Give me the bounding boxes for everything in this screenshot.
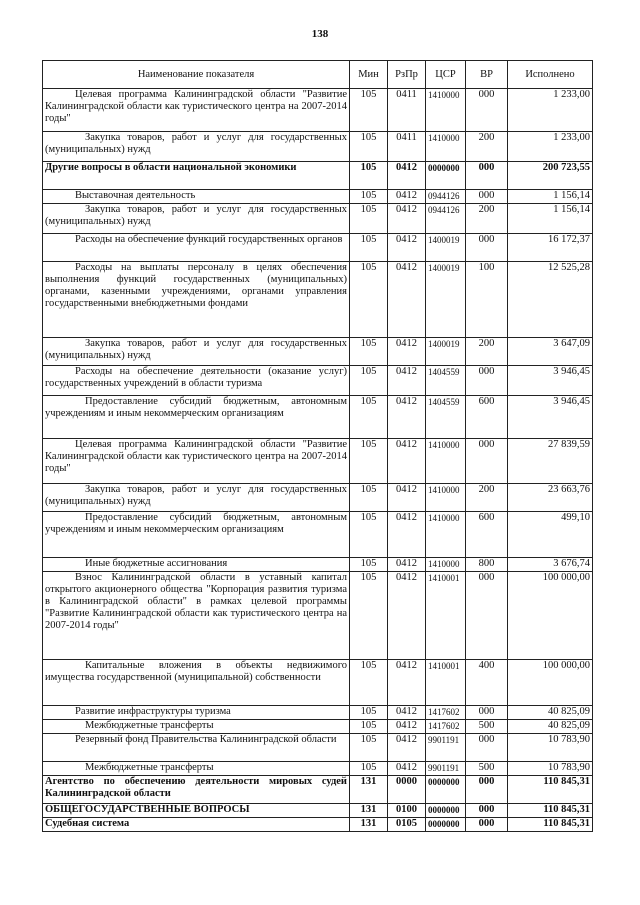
row-csr: 1410000	[426, 132, 466, 162]
row-csr: 1410000	[426, 558, 466, 572]
row-name: Взнос Калининградской области в уставный капитал открытого акционерного общества "Корпорация развития туризма в Калининградской области" в рамках целевой программы "Развитие Калининградской области как туристического центра на 2007-2014 годы"	[43, 572, 350, 660]
table-header-row	[43, 61, 593, 89]
row-min: 131	[350, 804, 388, 818]
row-min: 105	[350, 338, 388, 366]
table-row	[43, 89, 593, 132]
row-csr: 1417602	[426, 720, 466, 734]
table-row	[43, 396, 593, 439]
header-name: Наименование показателя	[43, 61, 350, 89]
row-min: 105	[350, 132, 388, 162]
table-row	[43, 162, 593, 190]
table-row	[43, 484, 593, 512]
row-csr: 1404559	[426, 396, 466, 439]
row-vr: 500	[466, 762, 508, 776]
row-vr: 100	[466, 262, 508, 338]
row-vr: 600	[466, 512, 508, 558]
row-min: 131	[350, 776, 388, 804]
table-row	[43, 132, 593, 162]
table-row	[43, 234, 593, 262]
row-rzpr: 0412	[388, 558, 426, 572]
row-csr: 1410001	[426, 660, 466, 706]
row-executed: 40 825,09	[508, 720, 593, 734]
row-csr: 0000000	[426, 804, 466, 818]
row-csr: 1400019	[426, 338, 466, 366]
row-min: 105	[350, 262, 388, 338]
row-executed: 27 839,59	[508, 439, 593, 484]
row-executed: 1 156,14	[508, 190, 593, 204]
row-vr: 000	[466, 234, 508, 262]
row-name: ОБЩЕГОСУДАРСТВЕННЫЕ ВОПРОСЫ	[43, 804, 350, 818]
table-row	[43, 776, 593, 804]
row-min: 105	[350, 734, 388, 762]
row-csr: 1410000	[426, 89, 466, 132]
row-vr: 000	[466, 439, 508, 484]
row-name: Развитие инфраструктуры туризма	[43, 706, 350, 720]
budget-table	[42, 60, 593, 832]
row-vr: 400	[466, 660, 508, 706]
row-min: 105	[350, 396, 388, 439]
row-rzpr: 0000	[388, 776, 426, 804]
row-name: Расходы на выплаты персоналу в целях обеспечения выполнения функций государственных (муниципальных) органами, казенными учреждениями, органами управления государственными внебюджетными фондами	[43, 262, 350, 338]
row-executed: 499,10	[508, 512, 593, 558]
row-executed: 100 000,00	[508, 660, 593, 706]
row-name: Закупка товаров, работ и услуг для государственных (муниципальных) нужд	[43, 338, 350, 366]
row-vr: 600	[466, 396, 508, 439]
page-number: 138	[311, 28, 329, 40]
row-csr: 1400019	[426, 234, 466, 262]
row-rzpr: 0412	[388, 162, 426, 190]
row-executed: 110 845,31	[508, 818, 593, 832]
row-name: Межбюджетные трансферты	[43, 762, 350, 776]
row-csr: 1410000	[426, 439, 466, 484]
row-executed: 1 233,00	[508, 132, 593, 162]
row-rzpr: 0412	[388, 366, 426, 396]
row-csr: 1410000	[426, 512, 466, 558]
table-row	[43, 366, 593, 396]
row-min: 105	[350, 720, 388, 734]
row-vr: 800	[466, 558, 508, 572]
row-executed: 40 825,09	[508, 706, 593, 720]
row-min: 105	[350, 660, 388, 706]
row-min: 105	[350, 484, 388, 512]
row-rzpr: 0412	[388, 262, 426, 338]
row-vr: 000	[466, 89, 508, 132]
table-row	[43, 190, 593, 204]
table-row	[43, 818, 593, 832]
row-rzpr: 0412	[388, 720, 426, 734]
row-executed: 10 783,90	[508, 762, 593, 776]
row-name: Закупка товаров, работ и услуг для государственных (муниципальных) нужд	[43, 132, 350, 162]
row-min: 105	[350, 234, 388, 262]
row-vr: 000	[466, 572, 508, 660]
header-executed: Исполнено	[508, 61, 593, 89]
row-rzpr: 0105	[388, 818, 426, 832]
row-name: Межбюджетные трансферты	[43, 720, 350, 734]
row-min: 105	[350, 762, 388, 776]
row-csr: 0000000	[426, 818, 466, 832]
row-executed: 1 233,00	[508, 89, 593, 132]
row-rzpr: 0412	[388, 660, 426, 706]
header-csr: ЦСР	[426, 61, 466, 89]
row-csr: 1404559	[426, 366, 466, 396]
row-csr: 1410000	[426, 484, 466, 512]
header-vr: ВР	[466, 61, 508, 89]
row-min: 105	[350, 512, 388, 558]
row-executed: 110 845,31	[508, 776, 593, 804]
table-row	[43, 734, 593, 762]
row-vr: 200	[466, 484, 508, 512]
row-rzpr: 0412	[388, 484, 426, 512]
row-min: 105	[350, 204, 388, 234]
row-name: Судебная система	[43, 818, 350, 832]
row-name: Расходы на обеспечение деятельности (оказание услуг) государственных учреждений в области туризма	[43, 366, 350, 396]
row-executed: 23 663,76	[508, 484, 593, 512]
row-rzpr: 0411	[388, 89, 426, 132]
table-row	[43, 439, 593, 484]
row-rzpr: 0412	[388, 190, 426, 204]
row-rzpr: 0412	[388, 512, 426, 558]
row-executed: 3 647,09	[508, 338, 593, 366]
row-rzpr: 0412	[388, 338, 426, 366]
row-vr: 500	[466, 720, 508, 734]
row-csr: 0944126	[426, 190, 466, 204]
row-csr: 9901191	[426, 734, 466, 762]
row-executed: 100 000,00	[508, 572, 593, 660]
row-executed: 200 723,55	[508, 162, 593, 190]
row-rzpr: 0412	[388, 234, 426, 262]
table-row	[43, 262, 593, 338]
row-rzpr: 0412	[388, 706, 426, 720]
row-executed: 16 172,37	[508, 234, 593, 262]
row-name: Агентство по обеспечению деятельности мировых судей Калининградской области	[43, 776, 350, 804]
row-rzpr: 0412	[388, 204, 426, 234]
row-executed: 1 156,14	[508, 204, 593, 234]
table-row	[43, 804, 593, 818]
row-csr: 0944126	[426, 204, 466, 234]
row-vr: 200	[466, 132, 508, 162]
table-row	[43, 762, 593, 776]
row-min: 105	[350, 706, 388, 720]
row-name: Выставочная деятельность	[43, 190, 350, 204]
row-csr: 0000000	[426, 776, 466, 804]
row-executed: 10 783,90	[508, 734, 593, 762]
row-rzpr: 0411	[388, 132, 426, 162]
row-executed: 110 845,31	[508, 804, 593, 818]
row-vr: 000	[466, 162, 508, 190]
row-min: 105	[350, 439, 388, 484]
row-rzpr: 0412	[388, 734, 426, 762]
row-min: 105	[350, 89, 388, 132]
table-row	[43, 204, 593, 234]
row-executed: 3 676,74	[508, 558, 593, 572]
row-min: 105	[350, 572, 388, 660]
row-name: Закупка товаров, работ и услуг для государственных (муниципальных) нужд	[43, 204, 350, 234]
row-vr: 200	[466, 204, 508, 234]
row-csr: 1410001	[426, 572, 466, 660]
row-name: Расходы на обеспечение функций государственных органов	[43, 234, 350, 262]
row-rzpr: 0412	[388, 572, 426, 660]
row-vr: 000	[466, 804, 508, 818]
row-min: 105	[350, 366, 388, 396]
row-csr: 9901191	[426, 762, 466, 776]
row-name: Иные бюджетные ассигнования	[43, 558, 350, 572]
row-vr: 000	[466, 818, 508, 832]
row-rzpr: 0100	[388, 804, 426, 818]
header-rzpr: РзПр	[388, 61, 426, 89]
row-executed: 3 946,45	[508, 366, 593, 396]
header-min: Мин	[350, 61, 388, 89]
row-rzpr: 0412	[388, 439, 426, 484]
table-row	[43, 660, 593, 706]
row-min: 105	[350, 190, 388, 204]
row-vr: 000	[466, 706, 508, 720]
row-vr: 000	[466, 366, 508, 396]
table-row	[43, 558, 593, 572]
row-name: Резервный фонд Правительства Калининградской области	[43, 734, 350, 762]
row-executed: 3 946,45	[508, 396, 593, 439]
row-name: Капитальные вложения в объекты недвижимого имущества государственной (муниципальной) собственности	[43, 660, 350, 706]
row-csr: 1417602	[426, 706, 466, 720]
table-row	[43, 572, 593, 660]
row-rzpr: 0412	[388, 396, 426, 439]
table-row	[43, 720, 593, 734]
table-row	[43, 706, 593, 720]
table-row	[43, 512, 593, 558]
row-rzpr: 0412	[388, 762, 426, 776]
row-csr: 0000000	[426, 162, 466, 190]
row-name: Закупка товаров, работ и услуг для государственных (муниципальных) нужд	[43, 484, 350, 512]
row-csr: 1400019	[426, 262, 466, 338]
table-row	[43, 338, 593, 366]
row-vr: 000	[466, 776, 508, 804]
row-vr: 000	[466, 734, 508, 762]
row-name: Целевая программа Калининградской области "Развитие Калининградской области как туристического центра на 2007-2014 годы"	[43, 89, 350, 132]
row-name: Предоставление субсидий бюджетным, автономным учреждениям и иным некоммерческим организациям	[43, 512, 350, 558]
row-name: Другие вопросы в области национальной экономики	[43, 162, 350, 190]
row-min: 131	[350, 818, 388, 832]
row-min: 105	[350, 162, 388, 190]
row-vr: 200	[466, 338, 508, 366]
row-vr: 000	[466, 190, 508, 204]
row-min: 105	[350, 558, 388, 572]
row-executed: 12 525,28	[508, 262, 593, 338]
row-name: Целевая программа Калининградской области "Развитие Калининградской области как туристического центра на 2007-2014 годы"	[43, 439, 350, 484]
row-name: Предоставление субсидий бюджетным, автономным учреждениям и иным некоммерческим организациям	[43, 396, 350, 439]
